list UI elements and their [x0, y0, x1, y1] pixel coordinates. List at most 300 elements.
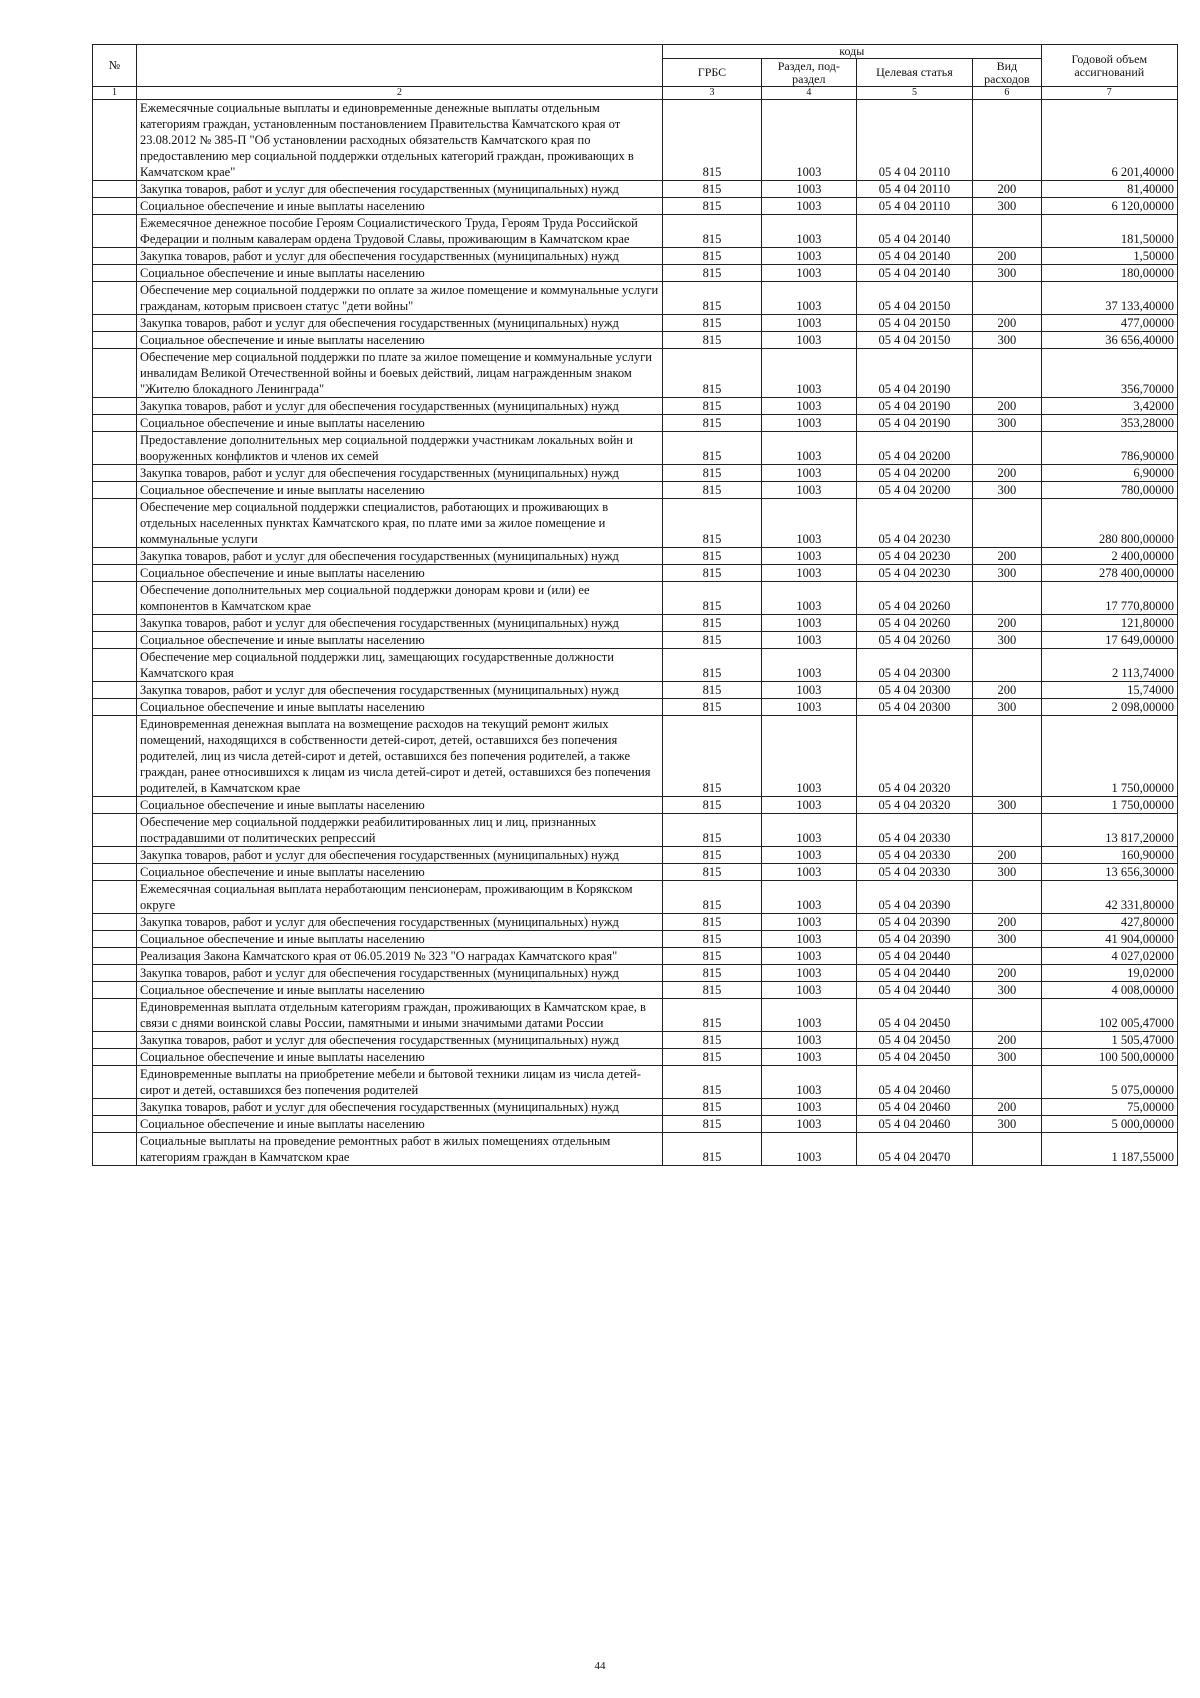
- table-row: [93, 1133, 1178, 1166]
- row-target: 05 4 04 20200: [856, 432, 973, 465]
- row-description: Ежемесячные социальные выплаты и единовременные денежные выплаты отдельным категориям граждан, установленным постановлением Правительства Камчатского края от 23.08.2012 № 385-П "Об установлении расходных обязательств Камчатского края по предоставлению мер социальной поддержки отдельных категорий граждан, проживающих в Камчатском крае": [137, 100, 663, 181]
- row-index: [93, 948, 137, 965]
- row-section: 1003: [762, 881, 857, 914]
- row-amount: 180,00000: [1041, 265, 1177, 282]
- row-section: 1003: [762, 349, 857, 398]
- row-description: Социальное обеспечение и иные выплаты населению: [137, 332, 663, 349]
- row-index: [93, 215, 137, 248]
- header-target: Целевая статья: [856, 59, 973, 87]
- row-target: 05 4 04 20330: [856, 864, 973, 881]
- row-target: 05 4 04 20260: [856, 615, 973, 632]
- row-amount: 6,90000: [1041, 465, 1177, 482]
- row-section: 1003: [762, 1099, 857, 1116]
- table-row: [93, 282, 1178, 315]
- colnum-2: 2: [137, 87, 663, 100]
- table-row: [93, 100, 1178, 181]
- table-row: [93, 248, 1178, 265]
- row-index: [93, 432, 137, 465]
- row-exptype: 200: [973, 465, 1041, 482]
- table-row: [93, 349, 1178, 398]
- row-exptype: [973, 1133, 1041, 1166]
- row-amount: 2 113,74000: [1041, 649, 1177, 682]
- row-description: Социальное обеспечение и иные выплаты населению: [137, 982, 663, 999]
- row-exptype: 300: [973, 332, 1041, 349]
- row-grbs: 815: [662, 582, 761, 615]
- row-exptype: 200: [973, 615, 1041, 632]
- row-description: Закупка товаров, работ и услуг для обеспечения государственных (муниципальных) нужд: [137, 615, 663, 632]
- row-amount: 4 027,02000: [1041, 948, 1177, 965]
- header-description: [137, 45, 663, 87]
- row-amount: 36 656,40000: [1041, 332, 1177, 349]
- row-grbs: 815: [662, 914, 761, 931]
- row-target: 05 4 04 20140: [856, 248, 973, 265]
- table-row: [93, 797, 1178, 814]
- row-grbs: 815: [662, 1133, 761, 1166]
- row-target: 05 4 04 20190: [856, 398, 973, 415]
- row-exptype: [973, 582, 1041, 615]
- row-index: [93, 415, 137, 432]
- row-grbs: 815: [662, 465, 761, 482]
- row-exptype: 200: [973, 548, 1041, 565]
- row-target: 05 4 04 20260: [856, 632, 973, 649]
- row-exptype: 200: [973, 1099, 1041, 1116]
- row-target: 05 4 04 20450: [856, 1032, 973, 1049]
- row-amount: 2 400,00000: [1041, 548, 1177, 565]
- row-amount: 6 201,40000: [1041, 100, 1177, 181]
- row-grbs: 815: [662, 215, 761, 248]
- row-exptype: [973, 649, 1041, 682]
- row-amount: 1 750,00000: [1041, 797, 1177, 814]
- row-grbs: 815: [662, 1116, 761, 1133]
- row-index: [93, 1049, 137, 1066]
- row-description: Социальное обеспечение и иные выплаты населению: [137, 415, 663, 432]
- table-row: [93, 881, 1178, 914]
- row-exptype: [973, 432, 1041, 465]
- table-row: [93, 499, 1178, 548]
- row-section: 1003: [762, 999, 857, 1032]
- row-exptype: 200: [973, 248, 1041, 265]
- row-target: 05 4 04 20140: [856, 215, 973, 248]
- row-section: 1003: [762, 548, 857, 565]
- row-index: [93, 632, 137, 649]
- row-section: 1003: [762, 931, 857, 948]
- page-number: 44: [594, 1660, 606, 1672]
- row-amount: 477,00000: [1041, 315, 1177, 332]
- row-section: 1003: [762, 649, 857, 682]
- row-amount: 13 817,20000: [1041, 814, 1177, 847]
- row-exptype: 200: [973, 914, 1041, 931]
- row-amount: 19,02000: [1041, 965, 1177, 982]
- row-amount: 181,50000: [1041, 215, 1177, 248]
- table-row: [93, 315, 1178, 332]
- row-grbs: 815: [662, 965, 761, 982]
- row-exptype: 300: [973, 415, 1041, 432]
- row-exptype: [973, 814, 1041, 847]
- row-grbs: 815: [662, 716, 761, 797]
- row-amount: 1 187,55000: [1041, 1133, 1177, 1166]
- row-target: 05 4 04 20200: [856, 482, 973, 499]
- row-section: 1003: [762, 814, 857, 847]
- header-grbs: ГРБС: [662, 59, 761, 87]
- row-section: 1003: [762, 716, 857, 797]
- row-description: Обеспечение мер социальной поддержки реабилитированных лиц и лиц, признанных пострадавшими от политических репрессий: [137, 814, 663, 847]
- row-exptype: 300: [973, 632, 1041, 649]
- row-target: 05 4 04 20320: [856, 716, 973, 797]
- row-amount: 1,50000: [1041, 248, 1177, 265]
- row-amount: 4 008,00000: [1041, 982, 1177, 999]
- table-row: [93, 432, 1178, 465]
- row-grbs: 815: [662, 332, 761, 349]
- row-grbs: 815: [662, 265, 761, 282]
- table-row: [93, 649, 1178, 682]
- row-target: 05 4 04 20300: [856, 699, 973, 716]
- row-description: Ежемесячная социальная выплата неработающим пенсионерам, проживающим в Корякском округе: [137, 881, 663, 914]
- row-section: 1003: [762, 282, 857, 315]
- row-grbs: 815: [662, 649, 761, 682]
- row-section: 1003: [762, 982, 857, 999]
- row-exptype: 300: [973, 982, 1041, 999]
- row-description: Социальное обеспечение и иные выплаты населению: [137, 864, 663, 881]
- row-index: [93, 1133, 137, 1166]
- row-grbs: 815: [662, 1066, 761, 1099]
- row-section: 1003: [762, 181, 857, 198]
- colnum-3: 3: [662, 87, 761, 100]
- table-row: [93, 548, 1178, 565]
- row-description: Обеспечение мер социальной поддержки специалистов, работающих и проживающих в отдельных населенных пунктах Камчатского края, по плате ими за жилое помещение и коммунальные услуги: [137, 499, 663, 548]
- row-amount: 41 904,00000: [1041, 931, 1177, 948]
- row-target: 05 4 04 20450: [856, 1049, 973, 1066]
- row-section: 1003: [762, 1049, 857, 1066]
- row-description: Закупка товаров, работ и услуг для обеспечения государственных (муниципальных) нужд: [137, 248, 663, 265]
- row-description: Социальные выплаты на проведение ремонтных работ в жилых помещениях отдельным категориям граждан в Камчатском крае: [137, 1133, 663, 1166]
- row-description: Единовременные выплаты на приобретение мебели и бытовой техники лицам из числа детей-сирот и детей, оставшихся без попечения родителей: [137, 1066, 663, 1099]
- table-row: [93, 982, 1178, 999]
- row-target: 05 4 04 20440: [856, 948, 973, 965]
- row-amount: 81,40000: [1041, 181, 1177, 198]
- row-index: [93, 499, 137, 548]
- row-index: [93, 682, 137, 699]
- row-target: 05 4 04 20300: [856, 682, 973, 699]
- row-description: Социальное обеспечение и иные выплаты населению: [137, 797, 663, 814]
- row-amount: 353,28000: [1041, 415, 1177, 432]
- colnum-7: 7: [1041, 87, 1177, 100]
- row-grbs: 815: [662, 398, 761, 415]
- row-description: Закупка товаров, работ и услуг для обеспечения государственных (муниципальных) нужд: [137, 398, 663, 415]
- table-row: [93, 847, 1178, 864]
- row-section: 1003: [762, 248, 857, 265]
- row-section: 1003: [762, 499, 857, 548]
- row-grbs: 815: [662, 948, 761, 965]
- row-grbs: 815: [662, 632, 761, 649]
- row-exptype: 200: [973, 847, 1041, 864]
- row-amount: 13 656,30000: [1041, 864, 1177, 881]
- row-description: Единовременная выплата отдельным категориям граждан, проживающих в Камчатском крае, в связи с днями воинской славы России, памятными и иными значимыми датами России: [137, 999, 663, 1032]
- row-section: 1003: [762, 948, 857, 965]
- table-row: [93, 931, 1178, 948]
- row-index: [93, 582, 137, 615]
- row-exptype: [973, 999, 1041, 1032]
- row-amount: 121,80000: [1041, 615, 1177, 632]
- row-description: Обеспечение дополнительных мер социальной поддержки донорам крови и (или) ее компонентов в Камчатском крае: [137, 582, 663, 615]
- row-grbs: 815: [662, 931, 761, 948]
- row-amount: 5 075,00000: [1041, 1066, 1177, 1099]
- row-section: 1003: [762, 398, 857, 415]
- row-exptype: 300: [973, 198, 1041, 215]
- row-description: Обеспечение мер социальной поддержки лиц, замещающих государственные должности Камчатского края: [137, 649, 663, 682]
- row-target: 05 4 04 20390: [856, 881, 973, 914]
- row-description: Социальное обеспечение и иные выплаты населению: [137, 699, 663, 716]
- row-description: Закупка товаров, работ и услуг для обеспечения государственных (муниципальных) нужд: [137, 1032, 663, 1049]
- row-section: 1003: [762, 198, 857, 215]
- row-section: 1003: [762, 565, 857, 582]
- table-row: [93, 864, 1178, 881]
- table-row: [93, 181, 1178, 198]
- row-index: [93, 332, 137, 349]
- row-grbs: 815: [662, 1032, 761, 1049]
- row-grbs: 815: [662, 699, 761, 716]
- row-index: [93, 1116, 137, 1133]
- row-index: [93, 482, 137, 499]
- budget-table: [92, 44, 1178, 1166]
- row-exptype: 300: [973, 699, 1041, 716]
- row-exptype: 200: [973, 965, 1041, 982]
- row-index: [93, 1032, 137, 1049]
- row-target: 05 4 04 20110: [856, 100, 973, 181]
- row-section: 1003: [762, 582, 857, 615]
- colnum-4: 4: [762, 87, 857, 100]
- row-section: 1003: [762, 332, 857, 349]
- header-section: Раздел, под-раздел: [762, 59, 857, 87]
- row-section: 1003: [762, 1066, 857, 1099]
- row-target: 05 4 04 20200: [856, 465, 973, 482]
- row-description: Закупка товаров, работ и услуг для обеспечения государственных (муниципальных) нужд: [137, 1099, 663, 1116]
- row-grbs: 815: [662, 1099, 761, 1116]
- table-row: [93, 1066, 1178, 1099]
- table-row: [93, 632, 1178, 649]
- row-grbs: 815: [662, 615, 761, 632]
- row-target: 05 4 04 20110: [856, 181, 973, 198]
- row-grbs: 815: [662, 982, 761, 999]
- row-target: 05 4 04 20450: [856, 999, 973, 1032]
- row-description: Социальное обеспечение и иные выплаты населению: [137, 632, 663, 649]
- row-grbs: 815: [662, 100, 761, 181]
- table-row: [93, 482, 1178, 499]
- row-description: Единовременная денежная выплата на возмещение расходов на текущий ремонт жилых помещений, находящихся в собственности детей-сирот, детей, оставшихся без попечения родителей, лиц из числа детей-сирот и детей, оставшихся без попечения родителей, а также граждан, ранее относившихся к лицам из числа детей-сирот и детей, оставшихся без попечения родителей, в Камчатском крае: [137, 716, 663, 797]
- row-grbs: 815: [662, 814, 761, 847]
- row-exptype: 300: [973, 482, 1041, 499]
- row-index: [93, 716, 137, 797]
- row-amount: 1 750,00000: [1041, 716, 1177, 797]
- row-exptype: [973, 1066, 1041, 1099]
- row-grbs: 815: [662, 847, 761, 864]
- row-amount: 17 649,00000: [1041, 632, 1177, 649]
- row-section: 1003: [762, 482, 857, 499]
- table-row: [93, 716, 1178, 797]
- table-row: [93, 582, 1178, 615]
- row-index: [93, 649, 137, 682]
- row-target: 05 4 04 20330: [856, 814, 973, 847]
- row-grbs: 815: [662, 565, 761, 582]
- row-index: [93, 198, 137, 215]
- table-row: [93, 699, 1178, 716]
- row-description: Закупка товаров, работ и услуг для обеспечения государственных (муниципальных) нужд: [137, 548, 663, 565]
- row-amount: 102 005,47000: [1041, 999, 1177, 1032]
- row-index: [93, 100, 137, 181]
- row-section: 1003: [762, 847, 857, 864]
- row-grbs: 815: [662, 349, 761, 398]
- row-grbs: 815: [662, 797, 761, 814]
- row-grbs: 815: [662, 415, 761, 432]
- row-target: 05 4 04 20110: [856, 198, 973, 215]
- row-amount: 6 120,00000: [1041, 198, 1177, 215]
- row-exptype: 300: [973, 864, 1041, 881]
- row-exptype: 300: [973, 1049, 1041, 1066]
- row-grbs: 815: [662, 999, 761, 1032]
- colnum-6: 6: [973, 87, 1041, 100]
- row-index: [93, 864, 137, 881]
- row-amount: 37 133,40000: [1041, 282, 1177, 315]
- row-grbs: 815: [662, 198, 761, 215]
- row-exptype: 200: [973, 682, 1041, 699]
- row-target: 05 4 04 20190: [856, 415, 973, 432]
- header-annual: Годовой объем ассигнований: [1041, 45, 1177, 87]
- row-description: Закупка товаров, работ и услуг для обеспечения государственных (муниципальных) нужд: [137, 465, 663, 482]
- row-amount: 15,74000: [1041, 682, 1177, 699]
- row-target: 05 4 04 20140: [856, 265, 973, 282]
- row-section: 1003: [762, 615, 857, 632]
- row-description: Реализация Закона Камчатского края от 06.05.2019 № 323 "О наградах Камчатского края": [137, 948, 663, 965]
- row-exptype: [973, 282, 1041, 315]
- table-row: [93, 332, 1178, 349]
- row-index: [93, 265, 137, 282]
- table-row: [93, 1099, 1178, 1116]
- row-description: Социальное обеспечение и иные выплаты населению: [137, 1116, 663, 1133]
- row-description: Социальное обеспечение и иные выплаты населению: [137, 482, 663, 499]
- row-index: [93, 615, 137, 632]
- table-row: [93, 948, 1178, 965]
- row-amount: 3,42000: [1041, 398, 1177, 415]
- row-exptype: 300: [973, 265, 1041, 282]
- row-amount: 17 770,80000: [1041, 582, 1177, 615]
- row-section: 1003: [762, 100, 857, 181]
- row-amount: 5 000,00000: [1041, 1116, 1177, 1133]
- row-section: 1003: [762, 215, 857, 248]
- row-index: [93, 565, 137, 582]
- row-amount: 427,80000: [1041, 914, 1177, 931]
- table-row: [93, 615, 1178, 632]
- row-exptype: [973, 499, 1041, 548]
- row-section: 1003: [762, 432, 857, 465]
- row-amount: 356,70000: [1041, 349, 1177, 398]
- row-amount: 786,90000: [1041, 432, 1177, 465]
- row-amount: 278 400,00000: [1041, 565, 1177, 582]
- row-description: Закупка товаров, работ и услуг для обеспечения государственных (муниципальных) нужд: [137, 181, 663, 198]
- row-index: [93, 248, 137, 265]
- row-section: 1003: [762, 914, 857, 931]
- row-index: [93, 965, 137, 982]
- table-row: [93, 565, 1178, 582]
- table-row: [93, 682, 1178, 699]
- row-target: 05 4 04 20390: [856, 931, 973, 948]
- row-target: 05 4 04 20440: [856, 982, 973, 999]
- table-row: [93, 914, 1178, 931]
- table-row: [93, 814, 1178, 847]
- row-index: [93, 398, 137, 415]
- row-target: 05 4 04 20320: [856, 797, 973, 814]
- row-exptype: 300: [973, 565, 1041, 582]
- row-section: 1003: [762, 315, 857, 332]
- table-row: [93, 215, 1178, 248]
- row-grbs: 815: [662, 548, 761, 565]
- row-exptype: 200: [973, 315, 1041, 332]
- row-exptype: 300: [973, 931, 1041, 948]
- row-section: 1003: [762, 797, 857, 814]
- row-target: 05 4 04 20300: [856, 649, 973, 682]
- row-amount: 780,00000: [1041, 482, 1177, 499]
- row-exptype: [973, 716, 1041, 797]
- row-grbs: 815: [662, 315, 761, 332]
- row-exptype: 300: [973, 1116, 1041, 1133]
- row-description: Ежемесячное денежное пособие Героям Социалистического Труда, Героям Труда Российской Федерации и полным кавалерам ордена Трудовой Славы, проживающим в Камчатском крае: [137, 215, 663, 248]
- row-section: 1003: [762, 265, 857, 282]
- row-grbs: 815: [662, 682, 761, 699]
- table-row: [93, 965, 1178, 982]
- table-row: [93, 465, 1178, 482]
- row-index: [93, 982, 137, 999]
- row-index: [93, 797, 137, 814]
- header-num: №: [93, 45, 137, 87]
- row-target: 05 4 04 20460: [856, 1116, 973, 1133]
- row-grbs: 815: [662, 482, 761, 499]
- row-description: Закупка товаров, работ и услуг для обеспечения государственных (муниципальных) нужд: [137, 315, 663, 332]
- row-section: 1003: [762, 1116, 857, 1133]
- row-exptype: [973, 215, 1041, 248]
- row-grbs: 815: [662, 432, 761, 465]
- row-grbs: 815: [662, 248, 761, 265]
- row-index: [93, 548, 137, 565]
- table-row: [93, 265, 1178, 282]
- row-grbs: 815: [662, 282, 761, 315]
- table-row: [93, 1032, 1178, 1049]
- row-exptype: [973, 948, 1041, 965]
- colnum-1: 1: [93, 87, 137, 100]
- row-amount: 100 500,00000: [1041, 1049, 1177, 1066]
- table-row: [93, 1049, 1178, 1066]
- row-exptype: [973, 349, 1041, 398]
- row-section: 1003: [762, 682, 857, 699]
- row-exptype: 200: [973, 1032, 1041, 1049]
- row-index: [93, 1099, 137, 1116]
- row-section: 1003: [762, 864, 857, 881]
- row-amount: 1 505,47000: [1041, 1032, 1177, 1049]
- row-section: 1003: [762, 415, 857, 432]
- row-exptype: 200: [973, 181, 1041, 198]
- table-row: [93, 398, 1178, 415]
- table-row: [93, 999, 1178, 1032]
- row-index: [93, 1066, 137, 1099]
- row-index: [93, 914, 137, 931]
- row-target: 05 4 04 20460: [856, 1066, 973, 1099]
- row-index: [93, 699, 137, 716]
- row-description: Социальное обеспечение и иные выплаты населению: [137, 198, 663, 215]
- table-row: [93, 1116, 1178, 1133]
- row-section: 1003: [762, 1133, 857, 1166]
- row-index: [93, 931, 137, 948]
- row-index: [93, 881, 137, 914]
- row-description: Социальное обеспечение и иные выплаты населению: [137, 1049, 663, 1066]
- row-index: [93, 465, 137, 482]
- row-amount: 42 331,80000: [1041, 881, 1177, 914]
